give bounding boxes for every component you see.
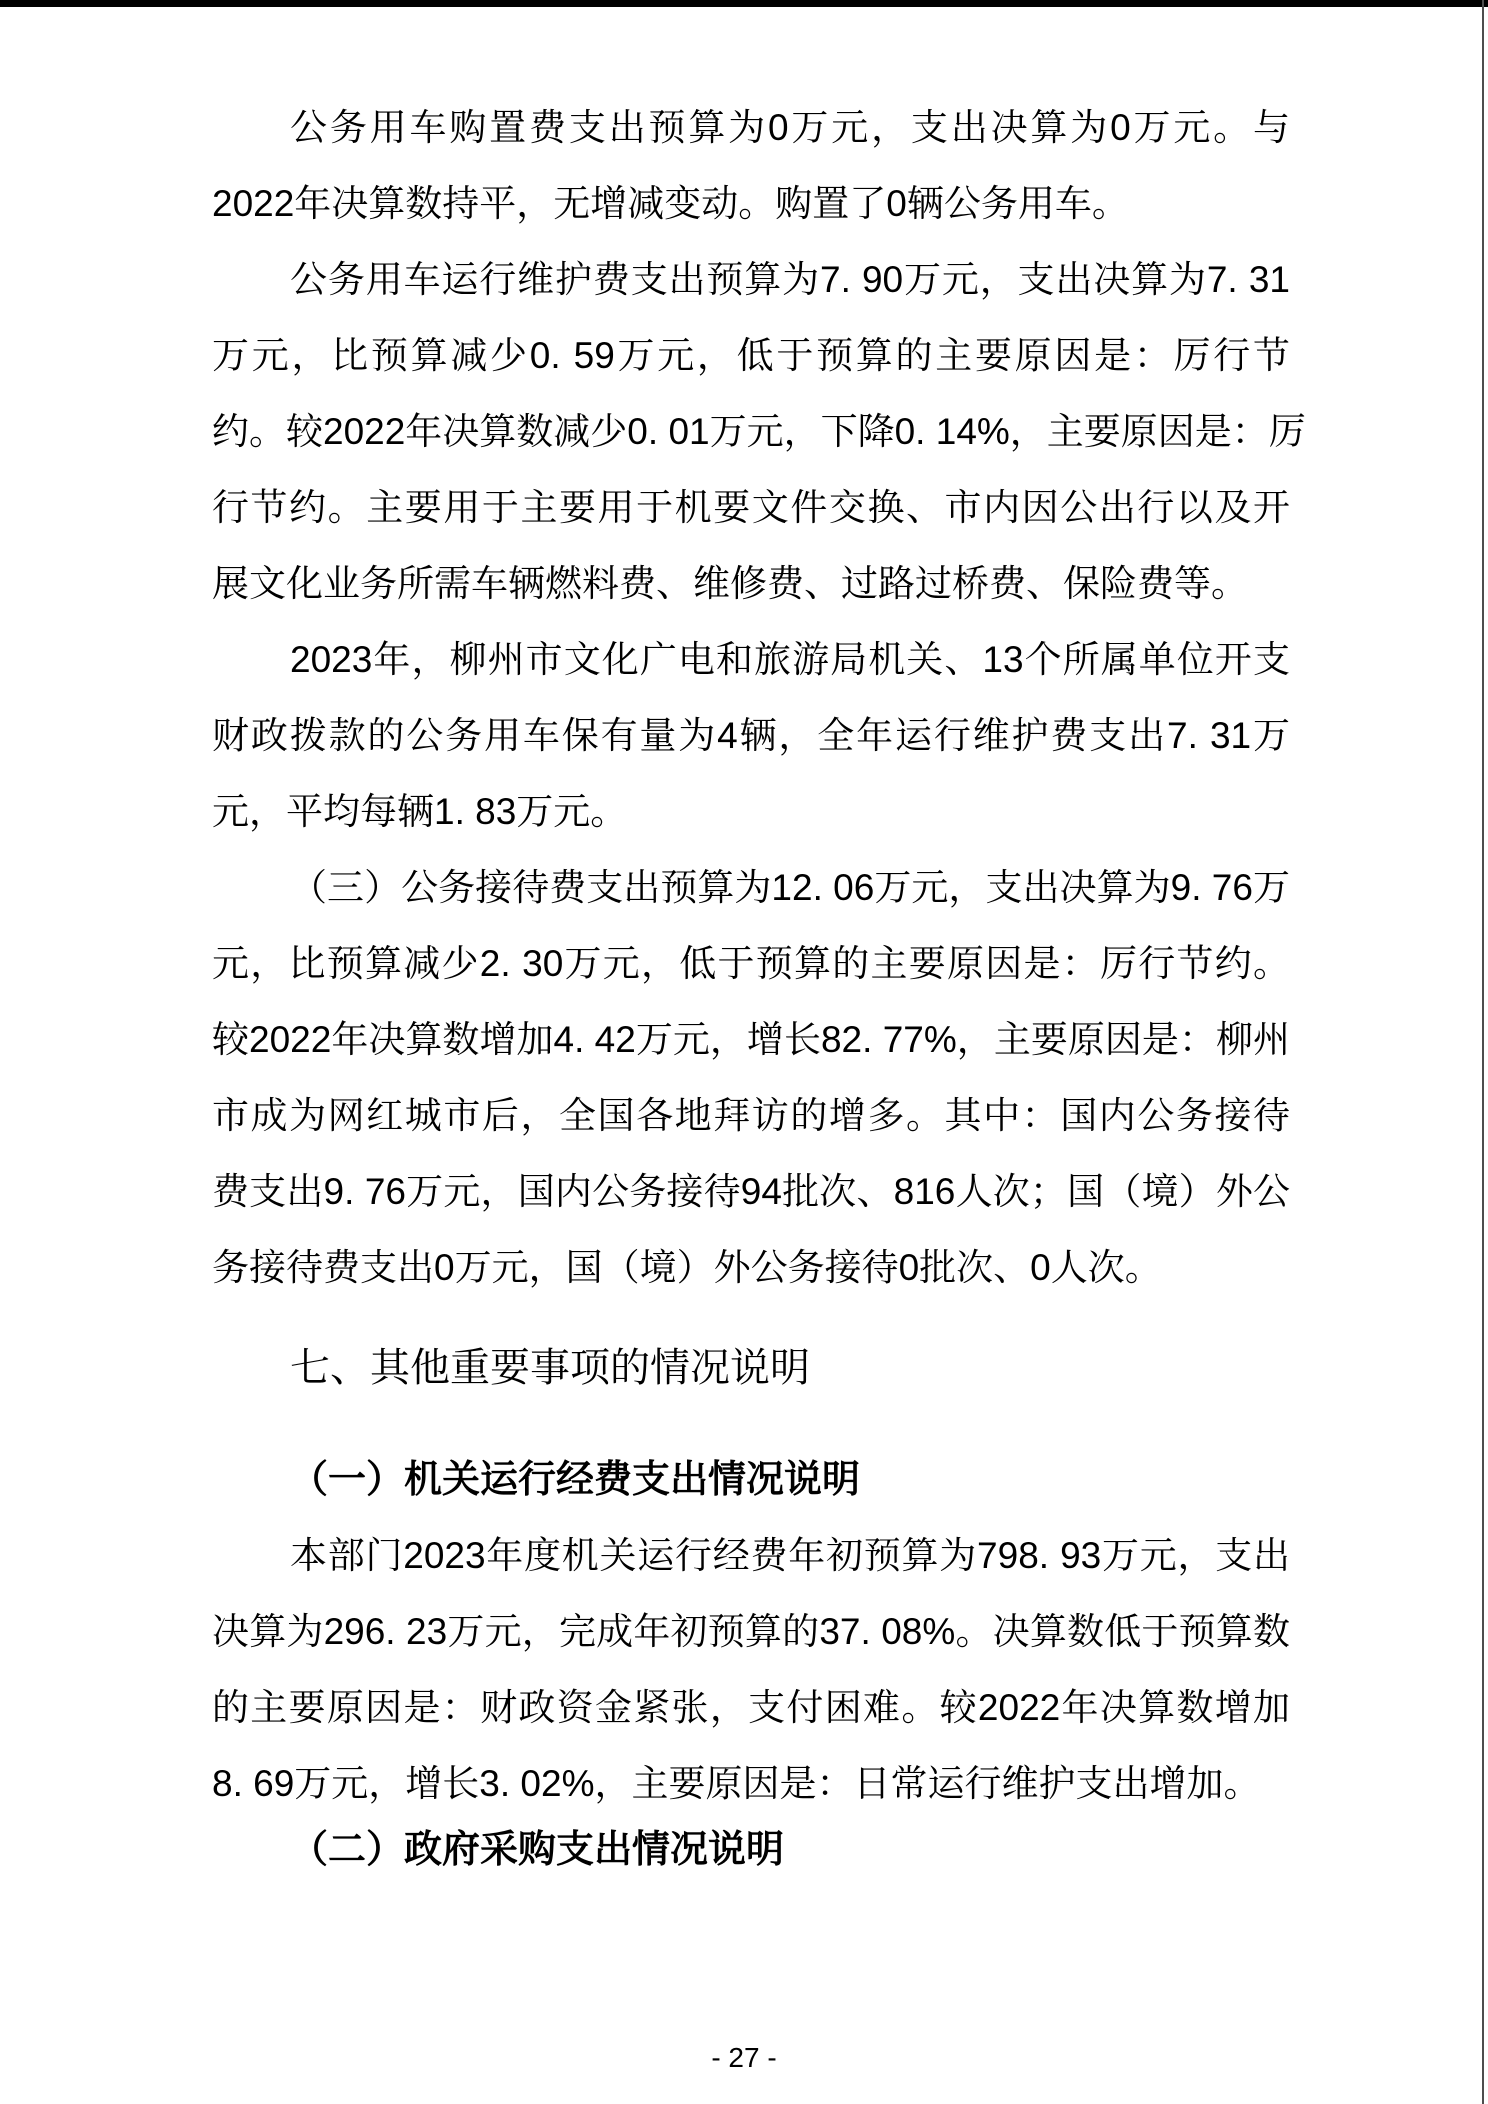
page-number: - 27 - bbox=[711, 2042, 777, 2073]
document-body bbox=[212, 90, 1306, 1888]
text-line: （二）政府采购支出情况说明 bbox=[290, 1829, 785, 1871]
text-line: 费支出9. 76万元，国内公务接待94批次、816人次；国（境）外公 bbox=[212, 1171, 1290, 1212]
section-heading bbox=[212, 1330, 1290, 1406]
text-line: 务接待费支出0万元，国（境）外公务接待0批次、0人次。 bbox=[212, 1247, 1162, 1288]
text-line: 市成为网红城市后，全国各地拜访的增多。其中：国内公务接待 bbox=[212, 1095, 1290, 1136]
text-line: 财政拨款的公务用车保有量为4辆，全年运行维护费支出7. 31万 bbox=[212, 715, 1290, 756]
text-line: （三）公务接待费支出预算为12. 06万元，支出决算为9. 76万 bbox=[290, 867, 1290, 908]
paragraph bbox=[212, 90, 1290, 242]
text-line: 公务用车购置费支出预算为0万元，支出决算为0万元。与 bbox=[290, 107, 1290, 148]
text-line: 元，比预算减少2. 30万元，低于预算的主要原因是：厉行节约。 bbox=[212, 943, 1290, 984]
text-line: 2022年决算数持平，无增减变动。购置了0辆公务用车。 bbox=[212, 183, 1129, 224]
text-line: 公务用车运行维护费支出预算为7. 90万元，支出决算为7. 31 bbox=[290, 259, 1290, 300]
text-line: 8. 69万元，增长3. 02%，主要原因是：日常运行维护支出增加。 bbox=[212, 1763, 1261, 1804]
section-heading bbox=[212, 1812, 1290, 1888]
paragraph bbox=[212, 622, 1290, 850]
section-heading bbox=[212, 1442, 1290, 1518]
text-line: 较2022年决算数增加4. 42万元，增长82. 77%，主要原因是：柳州 bbox=[212, 1019, 1290, 1060]
text-line: 元，平均每辆1. 83万元。 bbox=[212, 791, 628, 832]
text-line: 决算为296. 23万元，完成年初预算的37. 08%。决算数低于预算数 bbox=[212, 1611, 1290, 1652]
paragraph bbox=[212, 242, 1306, 622]
scan-edge-right-line bbox=[1482, 0, 1484, 2104]
text-line: 本部门2023年度机关运行经费年初预算为798. 93万元，支出 bbox=[290, 1535, 1290, 1576]
scan-edge-top-bar bbox=[0, 0, 1488, 7]
text-line: 2023年，柳州市文化广电和旅游局机关、13个所属单位开支 bbox=[290, 639, 1290, 680]
text-line: 的主要原因是：财政资金紧张，支付困难。较2022年决算数增加 bbox=[212, 1687, 1290, 1728]
text-line: 七、其他重要事项的情况说明 bbox=[290, 1346, 810, 1390]
paragraph bbox=[212, 850, 1290, 1306]
text-line: 展文化业务所需车辆燃料费、维修费、过路过桥费、保险费等。 bbox=[212, 563, 1248, 604]
text-line: （一）机关运行经费支出情况说明 bbox=[290, 1459, 861, 1501]
paragraph bbox=[212, 1518, 1290, 1822]
text-line: 约。较2022年决算数减少0. 01万元，下降0. 14%，主要原因是：厉 bbox=[212, 411, 1306, 452]
text-line: 万元，比预算减少0. 59万元，低于预算的主要原因是：厉行节 bbox=[212, 335, 1290, 376]
text-line: 行节约。主要用于主要用于机要文件交换、市内因公出行以及开 bbox=[212, 487, 1290, 528]
